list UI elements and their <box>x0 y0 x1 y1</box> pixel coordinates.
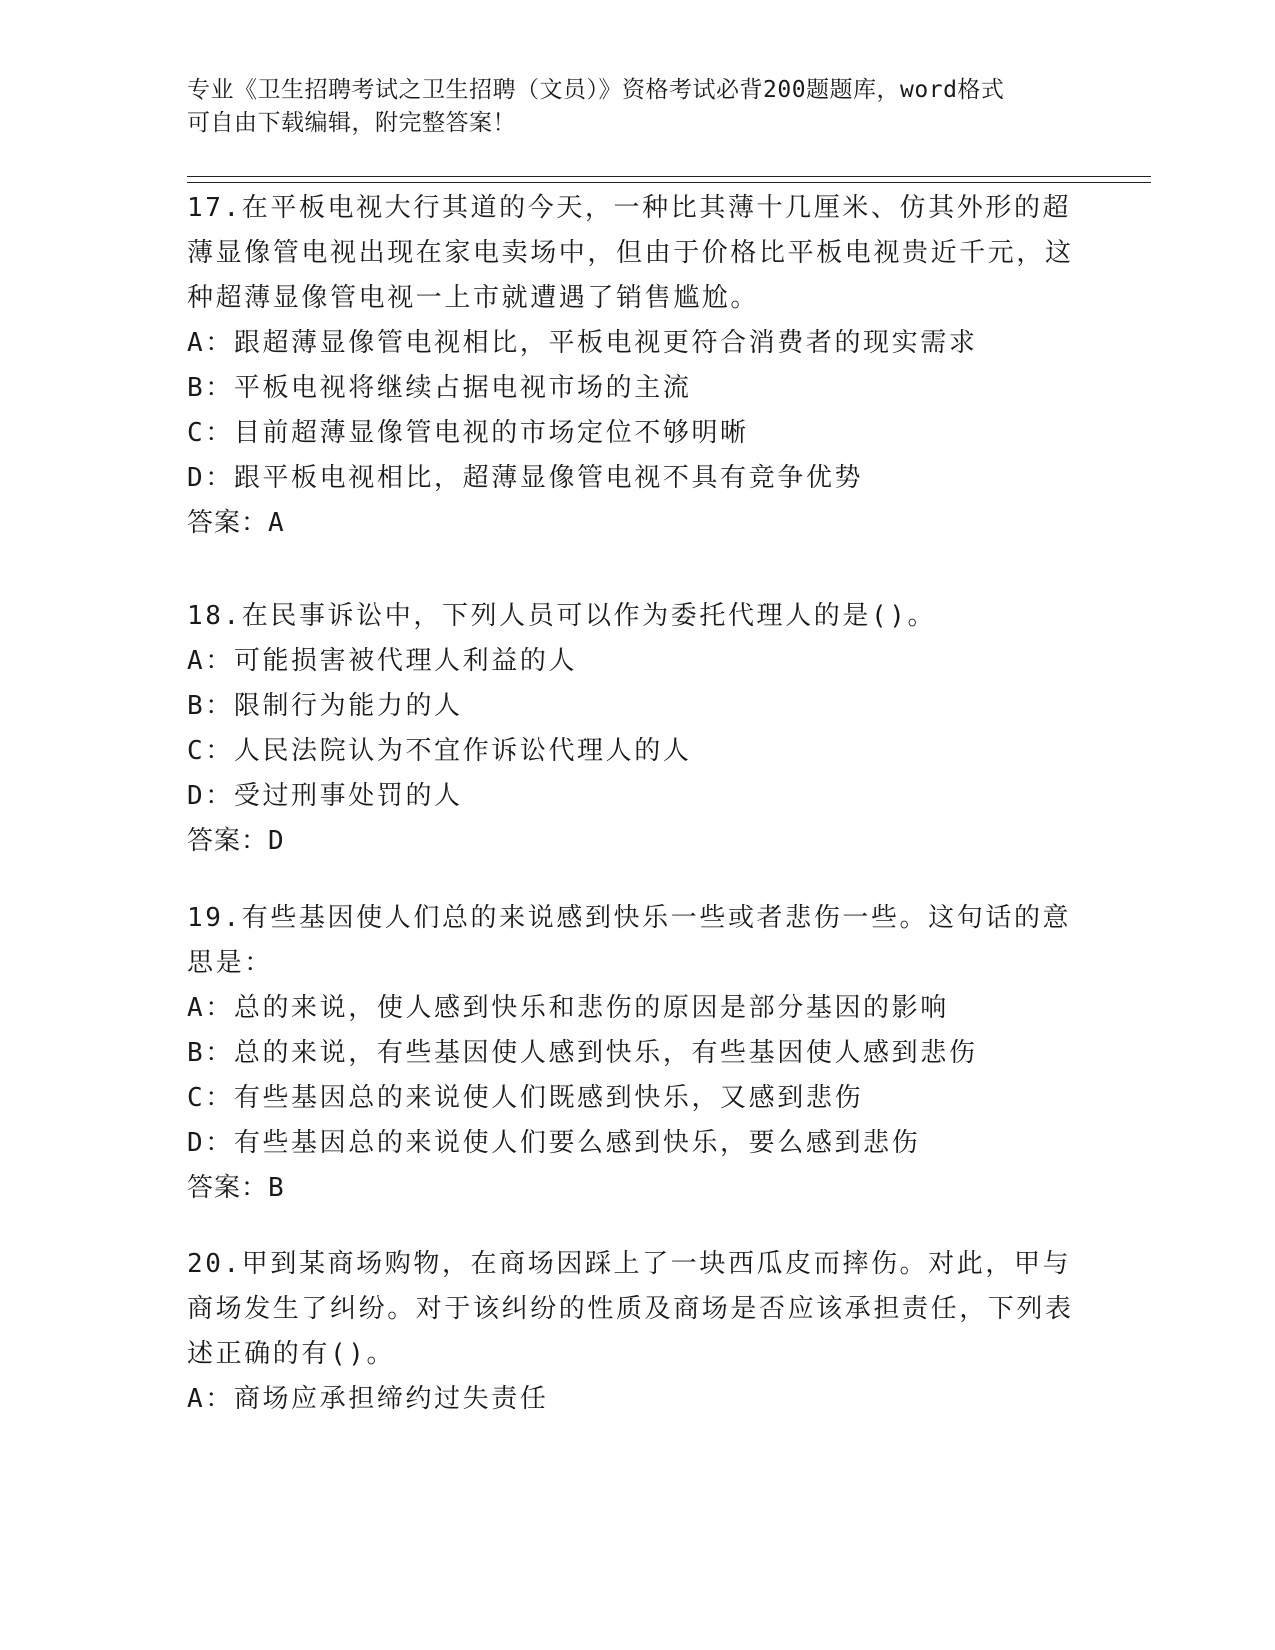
answer-value: A <box>268 508 284 538</box>
option-b: B：总的来说，有些基因使人感到快乐，有些基因使人感到悲伤 <box>187 1038 978 1068</box>
option-d: D：受过刑事处罚的人 <box>187 781 463 811</box>
option-a: A：总的来说，使人感到快乐和悲伤的原因是部分基因的影响 <box>187 993 949 1023</box>
option-b: B：限制行为能力的人 <box>187 691 463 721</box>
option-a: A：商场应承担缔约过失责任 <box>187 1384 549 1414</box>
header-line-2: 可自由下载编辑，附完整答案！ <box>187 110 516 136</box>
option-d: D：跟平板电视相比，超薄显像管电视不具有竞争优势 <box>187 463 864 493</box>
question-text: 20.甲到某商场购物，在商场因踩上了一块西瓜皮而摔伤。对此，甲与商场发生了纠纷。对于该纠纷的性质及商场是否应该承担责任，下列表述正确的有()。 <box>187 1249 1074 1369</box>
option-d: D：有些基因总的来说使人们要么感到快乐，要么感到悲伤 <box>187 1128 921 1158</box>
answer-line <box>187 819 1087 864</box>
answer-label: 答案： <box>187 508 269 538</box>
answer-label: 答案： <box>187 826 269 856</box>
question-20 <box>187 1242 1087 1422</box>
header-line-1: 专业《卫生招聘考试之卫生招聘（文员）》资格考试必背200题题库，word格式 <box>187 77 1005 103</box>
option-c: C：人民法院认为不宜作诉讼代理人的人 <box>187 736 692 766</box>
question-18 <box>187 594 1087 864</box>
option-a: A：可能损害被代理人利益的人 <box>187 646 578 676</box>
question-17 <box>187 186 1087 546</box>
answer-label: 答案： <box>187 1173 269 1203</box>
option-b: B：平板电视将继续占据电视市场的主流 <box>187 373 692 403</box>
option-a: A：跟超薄显像管电视相比，平板电视更符合消费者的现实需求 <box>187 328 978 358</box>
answer-value: D <box>268 826 284 856</box>
question-text: 19.有些基因使人们总的来说感到快乐一些或者悲伤一些。这句话的意思是： <box>187 903 1072 978</box>
answer-line <box>187 501 1087 546</box>
header-divider-bottom <box>187 182 1151 183</box>
answer-value: B <box>268 1173 284 1203</box>
document-header <box>187 74 1087 140</box>
header-divider-top <box>187 176 1151 177</box>
question-text: 17.在平板电视大行其道的今天，一种比其薄十几厘米、仿其外形的超薄显像管电视出现在家电卖场中，但由于价格比平板电视贵近千元，这种超薄显像管电视一上市就遭遇了销售尴尬。 <box>187 193 1074 313</box>
option-c: C：目前超薄显像管电视的市场定位不够明晰 <box>187 418 749 448</box>
question-19 <box>187 896 1087 1211</box>
answer-line <box>187 1166 1087 1211</box>
question-text: 18.在民事诉讼中，下列人员可以作为委托代理人的是()。 <box>187 601 937 631</box>
option-c: C：有些基因总的来说使人们既感到快乐，又感到悲伤 <box>187 1083 864 1113</box>
